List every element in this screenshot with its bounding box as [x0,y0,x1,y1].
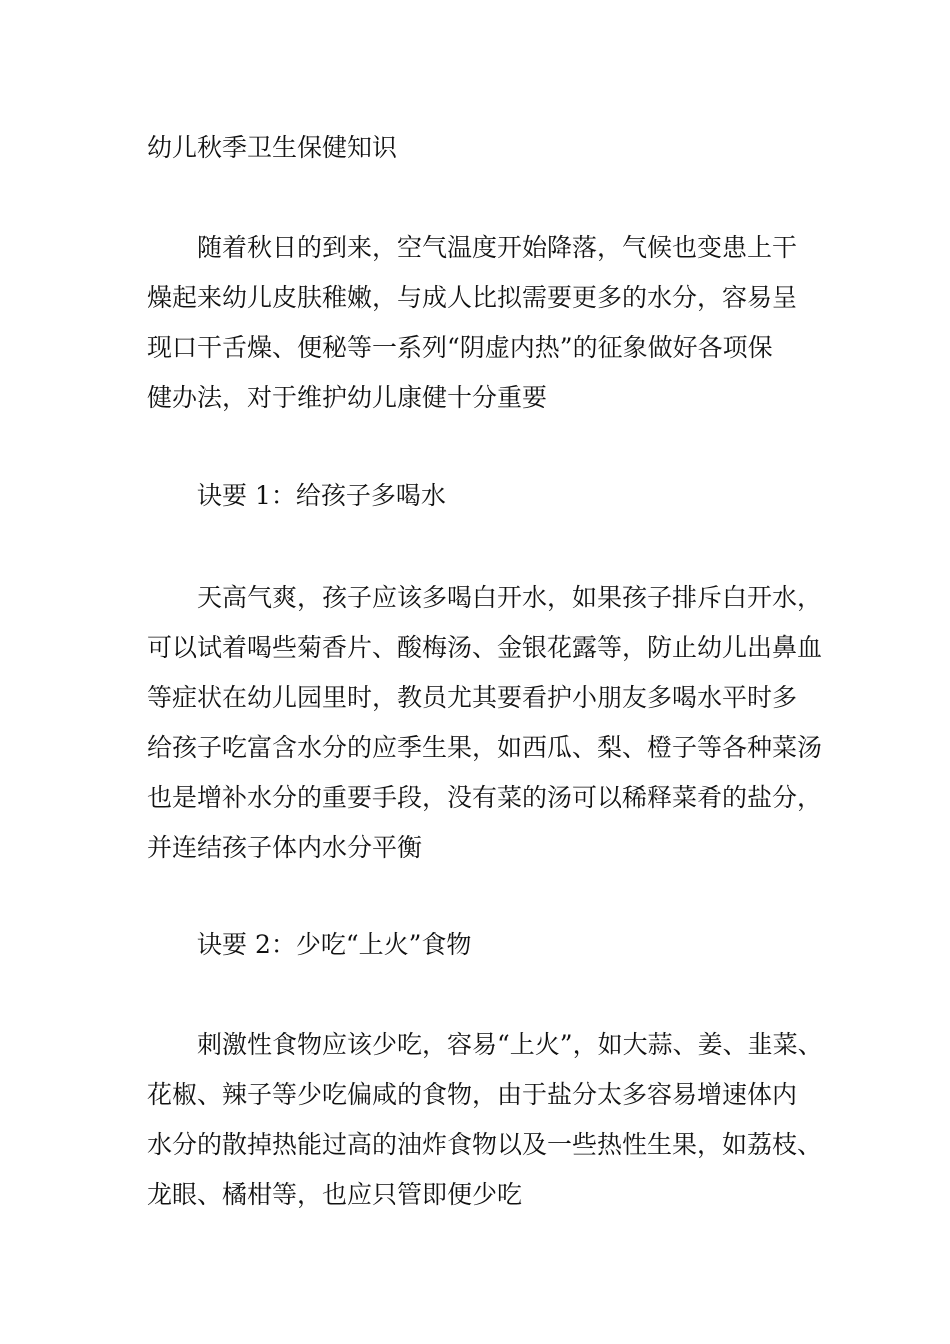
paragraph-line: 可以试着喝些菊香片、酸梅汤、金银花露等，防止幼儿出鼻血 [147,633,823,662]
paragraph-line: 龙眼、橘柑等，也应只管即便少吃 [147,1180,523,1209]
intro-paragraph [147,223,827,423]
tip2-heading: 诀要 2：少吃“上火”食物 [197,930,472,959]
paragraph-line: 也是增补水分的重要手段，没有菜的汤可以稀释菜肴的盐分， [147,783,823,812]
paragraph-line: 刺激性食物应该少吃，容易“上火”，如大蒜、姜、韭菜、 [197,1030,823,1059]
document-title: 幼儿秋季卫生保健知识 [147,133,398,162]
tip1-paragraph [147,573,827,873]
paragraph-line: 花椒、辣子等少吃偏咸的食物，由于盐分太多容易增速体内 [147,1080,798,1109]
paragraph-line: 现口干舌燥、便秘等一系列“阴虚内热”的征象做好各项保 [147,333,773,362]
paragraph-line: 随着秋日的到来，空气温度开始降落，气候也变患上干 [197,233,798,262]
paragraph-line: 天高气爽，孩子应该多喝白开水，如果孩子排斥白开水， [197,583,823,612]
paragraph-line: 燥起来幼儿皮肤稚嫩，与成人比拟需要更多的水分，容易呈 [147,283,798,312]
paragraph-line: 健办法，对于维护幼儿康健十分重要 [147,383,548,412]
tip2-paragraph [147,1020,827,1220]
tip1-heading: 诀要 1：给孩子多喝水 [197,481,446,510]
paragraph-line: 水分的散掉热能过高的油炸食物以及一些热性生果，如荔枝、 [147,1130,823,1159]
paragraph-line: 等症状在幼儿园里时，教员尤其要看护小朋友多喝水平时多 [147,683,798,712]
paragraph-line: 给孩子吃富含水分的应季生果，如西瓜、梨、橙子等各种菜汤 [147,733,823,762]
paragraph-line: 并连结孩子体内水分平衡 [147,833,423,862]
